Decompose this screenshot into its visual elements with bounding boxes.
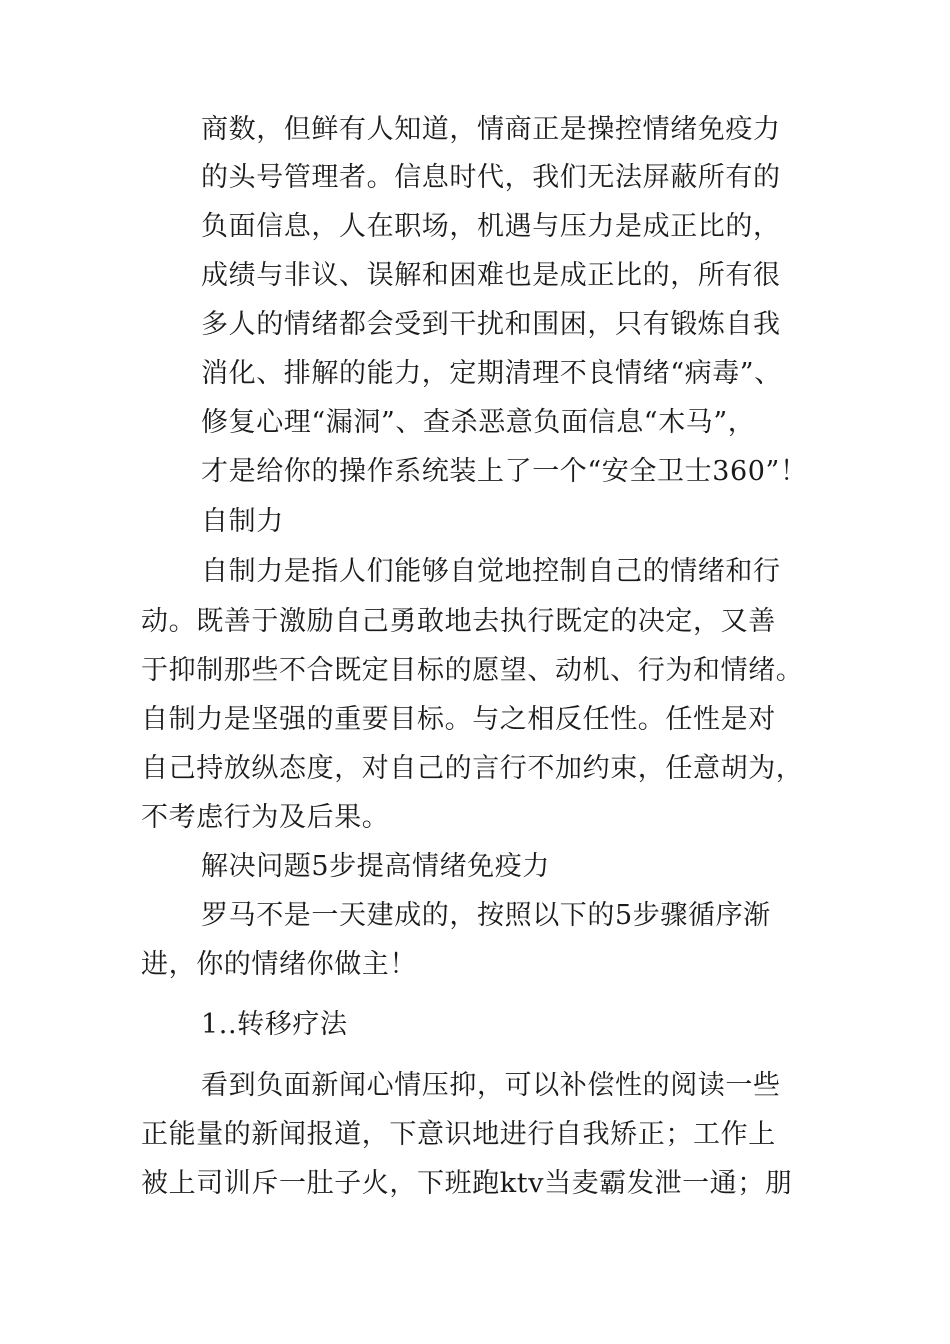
text-line: 于抑制那些不合既定目标的愿望、动机、行为和情绪。	[141, 655, 804, 686]
text-line: 正能量的新闻报道，下意识地进行自我矫正；工作上	[141, 1119, 776, 1150]
text-line: 负面信息，人在职场，机遇与压力是成正比的，	[201, 211, 781, 242]
section-heading-five-steps: 解决问题5步提高情绪免疫力	[201, 851, 550, 882]
text-line: 商数，但鲜有人知道，情商正是操控情绪免疫力	[201, 114, 781, 145]
text-line: 成绩与非议、误解和困难也是成正比的，所有很	[201, 260, 781, 291]
section-heading-step1: 1..转移疗法	[201, 1009, 348, 1040]
text-line: 自制力是坚强的重要目标。与之相反任性。任性是对	[141, 704, 776, 735]
text-line: 自制力是指人们能够自觉地控制自己的情绪和行	[201, 556, 781, 587]
text-line: 被上司训斥一肚子火，下班跑ktv当麦霸发泄一通；朋	[141, 1168, 793, 1199]
text-line: 才是给你的操作系统装上了一个“安全卫士360”！	[201, 456, 808, 487]
section-heading-self-control: 自制力	[201, 506, 284, 537]
text-line: 自己持放纵态度，对自己的言行不加约束，任意胡为，	[141, 753, 804, 784]
text-line: 的头号管理者。信息时代，我们无法屏蔽所有的	[201, 162, 781, 193]
text-line: 多人的情绪都会受到干扰和围困，只有锻炼自我	[201, 309, 781, 340]
text-line: 罗马不是一天建成的，按照以下的5步骤循序渐	[201, 900, 771, 931]
text-line: 进，你的情绪你做主！	[141, 949, 417, 980]
text-line: 不考虑行为及后果。	[141, 802, 390, 833]
text-line: 看到负面新闻心情压抑，可以补偿性的阅读一些	[201, 1070, 781, 1101]
text-line: 修复心理“漏洞”、查杀恶意负面信息“木马”，	[201, 407, 756, 438]
text-line: 消化、排解的能力，定期清理不良情绪“病毒”、	[201, 358, 782, 389]
text-line: 动。既善于激励自己勇敢地去执行既定的决定，又善	[141, 606, 776, 637]
